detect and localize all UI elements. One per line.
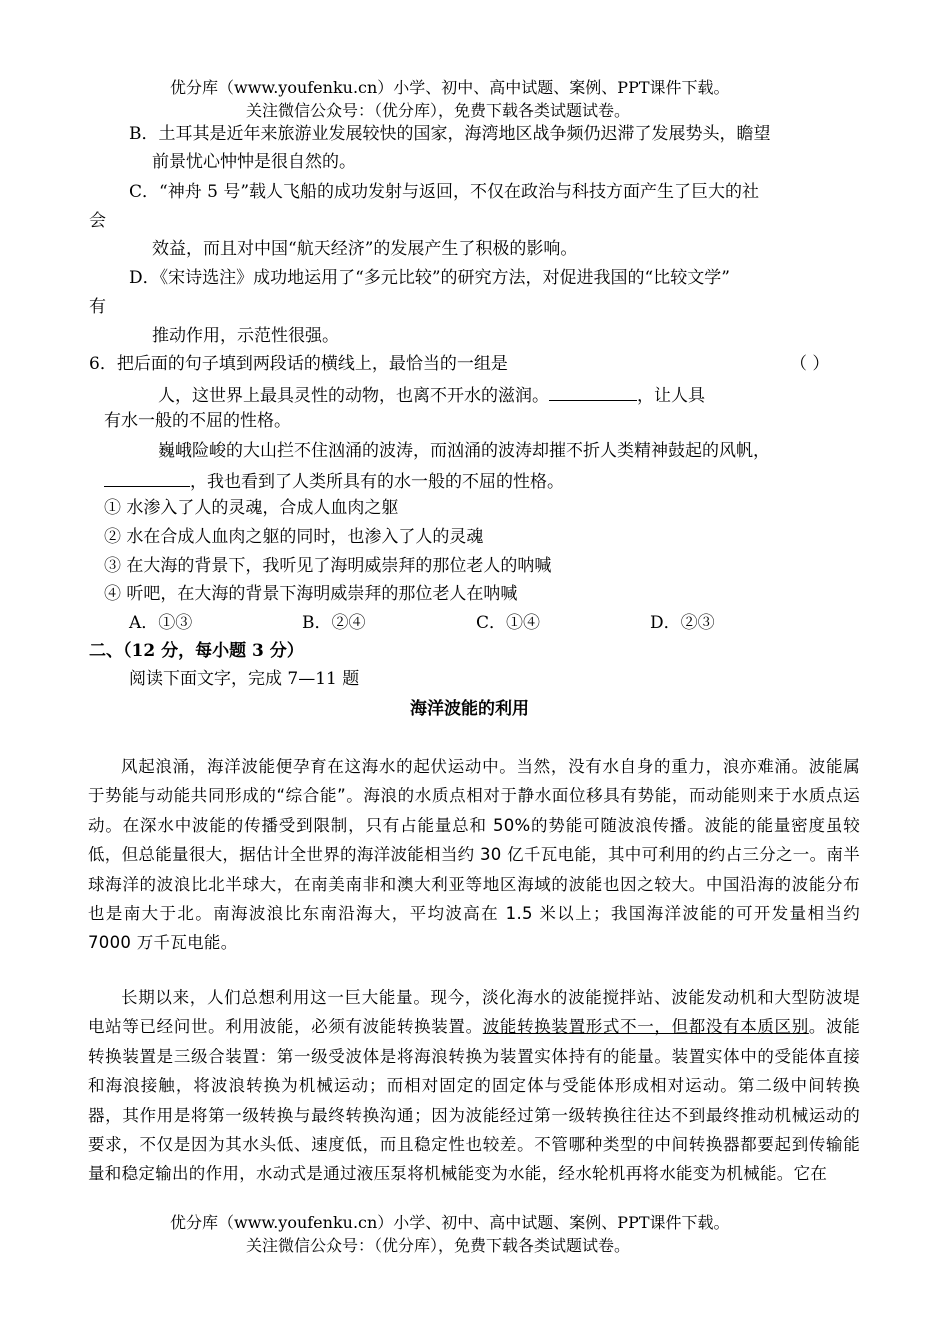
q6-answer-paren: （ ） [790,354,830,374]
q5-option-c-line1: C．“神舟 5 号”载人飞船的成功发射与返回，不仅在政治与科技方面产生了巨大的社 [129,182,760,202]
q5-option-d-line1: D．《宋诗选注》成功地运用了“多元比较”的研究方法，对促进我国的“比较文学” [129,268,730,288]
q6-sentence-3: ③ 在大海的背景下，我听见了海明威崇拜的那位老人的呐喊 [104,556,552,576]
q5-option-d-wrap: 有 [89,297,106,317]
passage-p2-rest: 。波能转换装置是三级合装置：第一级受波体是将海浪转换为装置实体持有的能量。装置实体中的受能体直接和海浪接触，将波浪转换为机械运动；而相对固定的固定体与受能体形成相对运动。第二级中间转换器，其作用是将第一级转换与最终转换沟通；因为波能经过第一级转换往往达不到最终推动机械运动的要求，不仅是因为其水头低、速度低，而且稳定性也较差。不管哪种类型的中间转换器都要起到传输能量和稳定输出的作用，水动式是通过液压泵将机械能变为水能，经水轮机再将水能变为机械能。它在 [88,1017,861,1184]
q6-blank-2 [104,468,190,487]
q6-sentence-1: ① 水渗入了人的灵魂，合成人血肉之躯 [104,498,399,518]
q6-p1-tail: ，让人具 [637,386,705,406]
q6-blank-1 [549,382,637,401]
q6-p1-text: 人，这世界上最具灵性的动物，也离不开水的滋润。 [158,386,549,406]
header-line-2: 关注微信公众号：（优分库），免费下载各类试题试卷。 [246,101,631,120]
q6-p2-tail: ，我也看到了人类所具有的水一般的不屈的性格。 [190,472,564,492]
section-2-heading: 二、（12 分，每小题 3 分） [89,641,304,661]
passage-p2-underlined: 波能转换装置形式不一，但都没有本质区别 [482,1017,809,1037]
q6-sentence-4: ④ 听吧，在大海的背景下海明威崇拜的那位老人在呐喊 [104,584,518,604]
passage-paragraph-2 [88,983,860,1189]
q6-choice-c: C．①④ [476,613,541,633]
q6-choice-a: A．①③ [129,613,193,633]
footer-line-2: 关注微信公众号：（优分库），免费下载各类试题试卷。 [246,1236,631,1255]
q6-p1-wrap: 有水一般的不屈的性格。 [104,411,291,431]
q5-option-c-wrap: 会 [89,211,106,231]
q5-option-d-line2: 推动作用，示范性很强。 [152,326,339,346]
header-line-1: 优分库（www.youfenku.cn）小学、初中、高中试题、案例、PPT课件下载。 [170,78,730,97]
q6-paragraph-2: 巍峨险峻的大山拦不住汹涌的波涛，而汹涌的波涛却摧不折人类精神鼓起的风帆， [158,441,770,461]
q6-choice-b: B．②④ [302,613,366,633]
footer-line-1: 优分库（www.youfenku.cn）小学、初中、高中试题、案例、PPT课件下载。 [170,1213,730,1232]
q6-p2-line2 [104,468,564,493]
q6-sentence-2: ② 水在合成人血肉之躯的同时，也渗入了人的灵魂 [104,527,484,547]
q6-choice-d: D．②③ [650,613,715,633]
q5-option-b-line1: B．土耳其是近年来旅游业发展较快的国家，海湾地区战争频仍迟滞了发展势头，瞻望 [129,124,771,144]
q6-paragraph-1 [158,382,705,407]
passage-paragraph-1: 风起浪涌，海洋波能便孕育在这海水的起伏运动中。当然，没有水自身的重力，浪亦难涌。波能属于势能与动能共同形成的“综合能”。海浪的水质点相对于静水面位移具有势能，而动能则来于水质点运动。在深水中波能的传播受到限制，只有占能量总和 50%的势能可随波浪传播。波能的能量密度虽较低，但总能量很大，据估计全世界的海洋波能相当约 30 亿千瓦电能，其中可利用的约占三分之一。南半球海洋的波浪比北半球大，在南美南非和澳大利亚等地区海域的波能也因之较大。中国沿海的波能分布也是南大于北。南海波浪比东南沿海大，平均波高在 1.5 米以上；我国海洋波能的可开发量相当约 7000 万千瓦电能。 [88,757,860,953]
passage-p2-start: 长期以来，人们总想利用这一巨大能量。现今，淡化海水的波能搅拌站、波能发动机和大型防波堤电站等已经问世。利用波能，必须有波能转换装置。 [88,988,860,1037]
passage-title: 海洋波能的利用 [410,699,529,719]
q5-option-b-line2: 前景忧心忡忡是很自然的。 [152,152,356,172]
q5-option-c-line2: 效益，而且对中国“航天经济”的发展产生了积极的影响。 [152,239,578,259]
section-2-instruction: 阅读下面文字，完成 7—11 题 [129,669,360,689]
q6-stem: 6．把后面的句子填到两段话的横线上，最恰当的一组是 [89,354,508,374]
